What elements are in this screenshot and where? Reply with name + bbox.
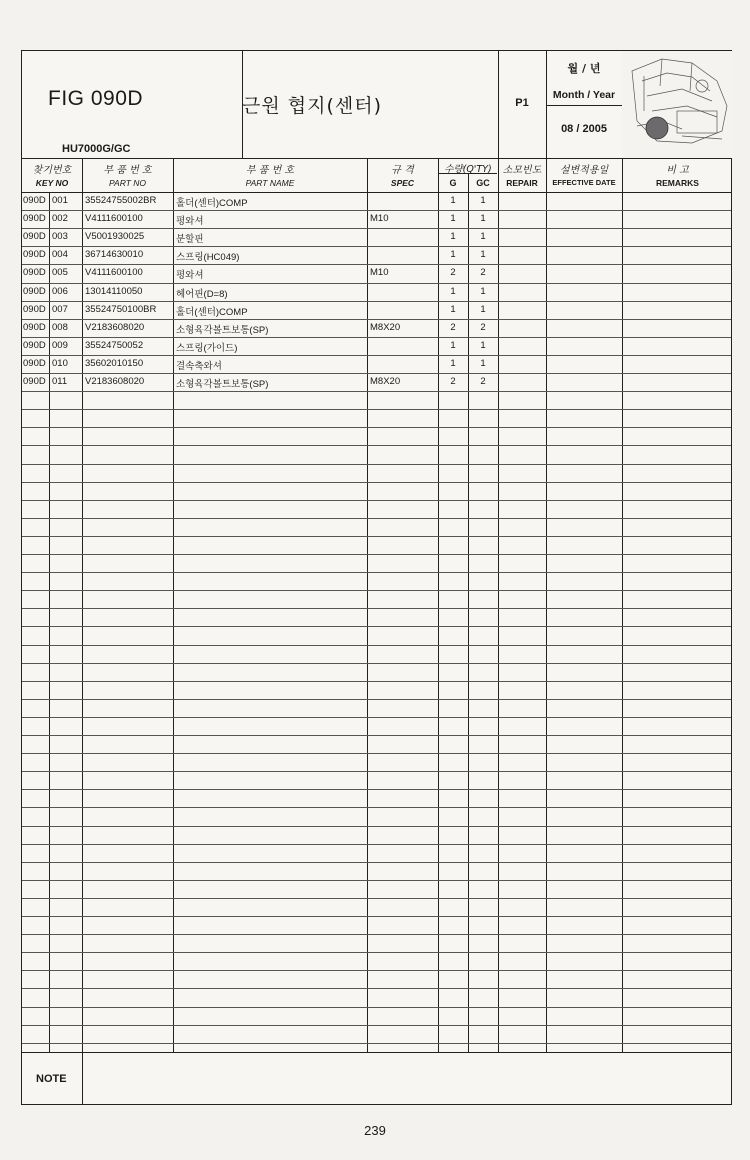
- cell-fig: 090D: [23, 231, 46, 243]
- column-headers: [22, 158, 731, 193]
- cell-gc: 1: [480, 195, 486, 206]
- cell-key: 009: [52, 339, 68, 351]
- cell-part-no: 36714630010: [85, 249, 144, 261]
- fig-number: FIG 090D: [48, 87, 144, 110]
- cell-key: 010: [52, 357, 68, 369]
- month-year-label-ko: 월 / 년: [567, 62, 601, 75]
- col-spec-ko: 규 격: [391, 165, 414, 176]
- note-label: NOTE: [36, 1073, 67, 1085]
- cell-gc: 1: [480, 249, 486, 261]
- page-code: P1: [515, 97, 529, 109]
- cell-spec: M10: [370, 213, 389, 225]
- cell-g: 1: [450, 303, 456, 315]
- cell-g: 1: [450, 231, 456, 243]
- cell-part-no: 35602010150: [85, 357, 144, 369]
- cell-gc: 1: [480, 285, 486, 297]
- cell-key: 002: [52, 213, 68, 225]
- cell-name: 홀더(센터)COMP: [176, 306, 248, 318]
- cell-g: 1: [450, 213, 456, 225]
- cell-part-no: 35524750100BR: [85, 303, 157, 315]
- col-spec-en: SPEC: [390, 178, 415, 188]
- cell-gc: 1: [480, 213, 486, 225]
- cell-gc: 1: [480, 357, 486, 369]
- col-key-ko: 찾기번호: [32, 165, 72, 176]
- cell-spec: M8X20: [370, 376, 401, 387]
- page-number: 239: [364, 1123, 386, 1138]
- cell-name: 스프링(HC049): [176, 252, 240, 264]
- cell-name: 홀더(센터)COMP: [176, 198, 248, 209]
- cell-g: 2: [450, 321, 456, 333]
- cell-fig: 090D: [23, 357, 46, 369]
- cell-g: 1: [450, 285, 456, 297]
- cell-g: 1: [450, 339, 456, 351]
- cell-part-no: V2183608020: [85, 321, 145, 333]
- cell-name: 소형육각볼트보통(SP): [176, 324, 269, 336]
- page-title: 근원 협지(센터): [242, 95, 382, 117]
- cell-key: 003: [52, 231, 68, 243]
- cell-name: 헤어핀(D=8): [176, 288, 228, 300]
- cell-fig: 090D: [23, 285, 46, 297]
- col-repair-ko: 소모빈도: [502, 165, 542, 176]
- cell-key: 005: [52, 267, 68, 279]
- col-repair-en: REPAIR: [506, 178, 538, 188]
- machine-thumbnail: [622, 51, 733, 158]
- revision-date: 08 / 2005: [561, 123, 607, 135]
- cell-key: 007: [52, 303, 68, 315]
- cell-gc: 2: [480, 321, 486, 333]
- cell-gc: 1: [480, 339, 486, 351]
- col-qty-gc: GC: [476, 178, 490, 188]
- col-key-en: KEY NO: [35, 178, 69, 188]
- cell-g: 1: [450, 249, 456, 261]
- cell-spec: M8X20: [370, 321, 401, 333]
- col-partno-ko: 부 품 번 호: [103, 165, 152, 176]
- cell-g: 1: [450, 357, 456, 369]
- cell-g: 2: [450, 376, 456, 387]
- cell-key: 004: [52, 249, 68, 261]
- month-year-label-en: Month / Year: [552, 89, 616, 101]
- parts-sheet: [21, 50, 732, 1105]
- cell-name: 평와셔: [176, 216, 204, 228]
- col-remarks-en: REMARKS: [656, 178, 699, 188]
- col-partname-en: PART NAME: [245, 178, 295, 188]
- col-qty-ko: 수량(Q'TY): [444, 164, 492, 175]
- parts-table: [22, 192, 731, 1052]
- cell-part-no: 35524750052: [85, 339, 144, 351]
- cell-fig: 090D: [23, 213, 46, 225]
- cell-key: 011: [52, 376, 68, 387]
- cell-fig: 090D: [23, 195, 46, 206]
- col-remarks-ko: 비 고: [666, 165, 689, 176]
- cell-part-no: V4111600100: [85, 213, 143, 225]
- col-partno-en: PART NO: [109, 178, 146, 188]
- cell-key: 008: [52, 321, 68, 333]
- cell-fig: 090D: [23, 267, 46, 279]
- note-section: [22, 1052, 731, 1105]
- cell-part-no: 35524755002BR: [85, 195, 157, 206]
- cell-name: 소형육각볼트보통(SP): [176, 379, 269, 390]
- cell-fig: 090D: [23, 321, 46, 333]
- cell-part-no: V5001930025: [85, 231, 145, 243]
- sheet-header: [22, 51, 731, 159]
- cell-fig: 090D: [23, 303, 46, 315]
- cell-gc: 1: [480, 303, 486, 315]
- cell-fig: 090D: [23, 376, 46, 387]
- cell-name: 평와셔: [176, 270, 204, 282]
- cell-name: 스프링(가이드): [176, 342, 238, 354]
- col-qty-g: G: [449, 178, 457, 188]
- model-number: HU7000G/GC: [62, 143, 131, 155]
- cell-g: 2: [450, 267, 456, 279]
- cell-name: 분할핀: [176, 234, 204, 246]
- cell-g: 1: [450, 195, 456, 206]
- col-effective-ko: 설변적용일: [559, 165, 609, 176]
- cell-gc: 2: [480, 376, 486, 387]
- cell-gc: 1: [480, 231, 486, 243]
- cell-name: 결속축와셔: [176, 360, 222, 372]
- combine-harvester-icon: [622, 51, 733, 158]
- col-partname-ko: 부 품 번 호: [245, 165, 295, 176]
- cell-key: 001: [52, 195, 68, 206]
- cell-gc: 2: [480, 267, 486, 279]
- cell-fig: 090D: [23, 249, 46, 261]
- cell-spec: M10: [370, 267, 389, 279]
- cell-fig: 090D: [23, 339, 46, 351]
- col-effective-en: EFFECTIVE DATE: [552, 178, 616, 187]
- cell-part-no: V2183608020: [85, 376, 145, 387]
- cell-part-no: V4111600100: [85, 267, 143, 279]
- cell-part-no: 13014110050: [85, 285, 143, 297]
- cell-key: 006: [52, 285, 68, 297]
